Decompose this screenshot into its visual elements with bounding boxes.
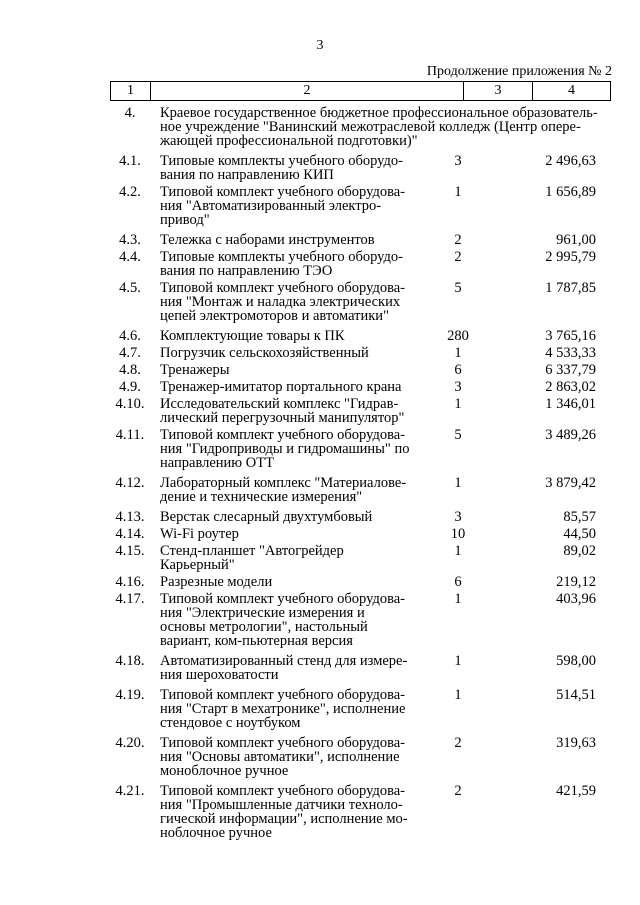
item-quantity: 3 [454, 509, 462, 525]
item-price: 3 489,26 [545, 427, 596, 443]
item-price: 3 765,16 [545, 328, 596, 344]
table-row [0, 575, 640, 589]
table-row [0, 281, 640, 323]
item-number: 4.16. [115, 574, 145, 590]
column-header-2: 2 [151, 82, 464, 101]
item-number: 4.3. [119, 232, 141, 248]
item-price: 44,50 [563, 526, 596, 542]
table-row [0, 592, 640, 648]
item-number: 4.15. [115, 543, 145, 559]
item-name: Погрузчик сельскохозяйственный [160, 345, 369, 361]
item-number: 4.17. [115, 591, 145, 607]
item-quantity: 2 [454, 249, 462, 265]
item-price: 319,63 [556, 735, 596, 751]
item-quantity: 1 [454, 345, 462, 361]
item-number: 4.7. [119, 345, 141, 361]
table-row [0, 527, 640, 541]
item-price: 2 863,02 [545, 379, 596, 395]
table-row [0, 654, 640, 682]
item-quantity: 1 [454, 653, 462, 669]
table-row [0, 397, 640, 425]
column-header-3: 3 [464, 82, 533, 101]
item-quantity: 2 [454, 783, 462, 799]
column-header-4: 4 [533, 82, 611, 101]
table-row [0, 154, 640, 182]
item-quantity: 3 [454, 153, 462, 169]
item-number: 4.12. [115, 475, 145, 491]
column-header-1: 1 [111, 82, 151, 101]
item-quantity: 10 [450, 526, 466, 542]
item-name: Разрезные модели [160, 574, 273, 590]
equipment-list [0, 106, 640, 843]
item-quantity: 1 [454, 184, 462, 200]
item-name: Стенд-планшет "Автогрейдер Карьерный" [160, 543, 344, 573]
table-row [0, 688, 640, 730]
item-price: 3 879,42 [545, 475, 596, 491]
table-row [0, 544, 640, 572]
item-quantity: 280 [447, 328, 469, 344]
table-row [0, 380, 640, 394]
item-price: 85,57 [563, 509, 596, 525]
item-name: Типовой комплект учебного оборудова-ния "Основы автоматики", исполнение моноблочное ручное [160, 735, 405, 779]
table-row [0, 346, 640, 360]
item-number: 4.9. [119, 379, 141, 395]
item-quantity: 1 [454, 543, 462, 559]
item-price: 219,12 [556, 574, 596, 590]
table-row [0, 363, 640, 377]
item-name: Типовой комплект учебного оборудова-ния "Промышленные датчики техноло-гической информации", исполнение мо-ноблочное ручное [160, 783, 408, 841]
item-quantity: 6 [454, 362, 462, 378]
item-name: Комплектующие товары к ПК [160, 328, 345, 344]
item-quantity: 5 [454, 280, 462, 296]
table-row [0, 250, 640, 278]
table-row [0, 736, 640, 778]
item-price: 4 533,33 [545, 345, 596, 361]
item-price: 514,51 [556, 687, 596, 703]
item-quantity: 1 [454, 475, 462, 491]
item-quantity: 2 [454, 735, 462, 751]
item-number: 4.2. [119, 184, 141, 200]
item-name: Тренажер-имитатор портального крана [160, 379, 402, 395]
item-number: 4.19. [115, 687, 145, 703]
item-number: 4.20. [115, 735, 145, 751]
item-name: Типовые комплекты учебного оборудо-вания по направлению ТЭО [160, 249, 403, 279]
item-name: Типовой комплект учебного оборудова-ния "Монтаж и наладка электрических цепей электромоторов и автоматики" [160, 280, 405, 324]
table-row [0, 476, 640, 504]
item-name: Лабораторный комплекс "Материалове-дение и технические измерения" [160, 475, 407, 505]
item-quantity: 3 [454, 379, 462, 395]
item-quantity: 5 [454, 427, 462, 443]
item-name: Типовой комплект учебного оборудова-ния "Электрические измерения и основы метрологии", настольный вариант, ком-пьютерная версия [160, 591, 405, 649]
item-price: 961,00 [556, 232, 596, 248]
item-price: 2 496,63 [545, 153, 596, 169]
item-number: 4.5. [119, 280, 141, 296]
section-row [0, 106, 640, 148]
item-name: Типовые комплекты учебного оборудо-вания по направлению КИП [160, 153, 403, 183]
item-number: 4.8. [119, 362, 141, 378]
item-number: 4.10. [115, 396, 145, 412]
item-price: 421,59 [556, 783, 596, 799]
item-quantity: 6 [454, 574, 462, 590]
item-price: 6 337,79 [545, 362, 596, 378]
item-name: Исследовательский комплекс "Гидрав-лический перегрузочный манипулятор" [160, 396, 405, 426]
table-row [0, 233, 640, 247]
column-header-row [111, 82, 611, 101]
table-row [0, 510, 640, 524]
item-name: Верстак слесарный двухтумбовый [160, 509, 373, 525]
section-title: Краевое государственное бюджетное профессиональное образователь-ное учреждение "Ванинский межотраслевой колледж (Центр опере-жающей профессиональной подготовки)" [160, 105, 598, 149]
item-number: 4.18. [115, 653, 145, 669]
table-row [0, 329, 640, 343]
item-price: 598,00 [556, 653, 596, 669]
item-name: Тележка с наборами инструментов [160, 232, 375, 248]
item-number: 4.21. [115, 783, 145, 799]
item-number: 4.4. [119, 249, 141, 265]
item-number: 4.6. [119, 328, 141, 344]
item-number: 4.14. [115, 526, 145, 542]
item-price: 1 656,89 [545, 184, 596, 200]
page-number: 3 [316, 38, 324, 53]
item-name: Типовой комплект учебного оборудова-ния "Старт в мехатронике", исполнение стендовое с ноутбуком [160, 687, 406, 731]
item-name: Типовой комплект учебного оборудова-ния "Автоматизированный электро-привод" [160, 184, 405, 228]
item-price: 2 995,79 [545, 249, 596, 265]
table-row [0, 428, 640, 470]
column-header-table [110, 81, 611, 101]
item-quantity: 1 [454, 396, 462, 412]
appendix-continuation-note: Продолжение приложения № 2 [426, 64, 612, 79]
item-name: Wi-Fi роутер [160, 526, 239, 542]
item-name: Типовой комплект учебного оборудова-ния "Гидроприводы и гидромашины" по направлению ОТТ [160, 427, 410, 471]
item-number: 4.11. [115, 427, 145, 443]
item-name: Автоматизированный стенд для измере-ния шероховатости [160, 653, 408, 683]
item-name: Тренажеры [160, 362, 230, 378]
item-price: 1 346,01 [545, 396, 596, 412]
item-quantity: 2 [454, 232, 462, 248]
item-price: 403,96 [556, 591, 596, 607]
item-price: 1 787,85 [545, 280, 596, 296]
section-number: 4. [124, 105, 136, 121]
item-number: 4.1. [119, 153, 141, 169]
item-quantity: 1 [454, 591, 462, 607]
item-price: 89,02 [563, 543, 596, 559]
item-number: 4.13. [115, 509, 145, 525]
item-quantity: 1 [454, 687, 462, 703]
table-row [0, 185, 640, 227]
table-row [0, 784, 640, 840]
